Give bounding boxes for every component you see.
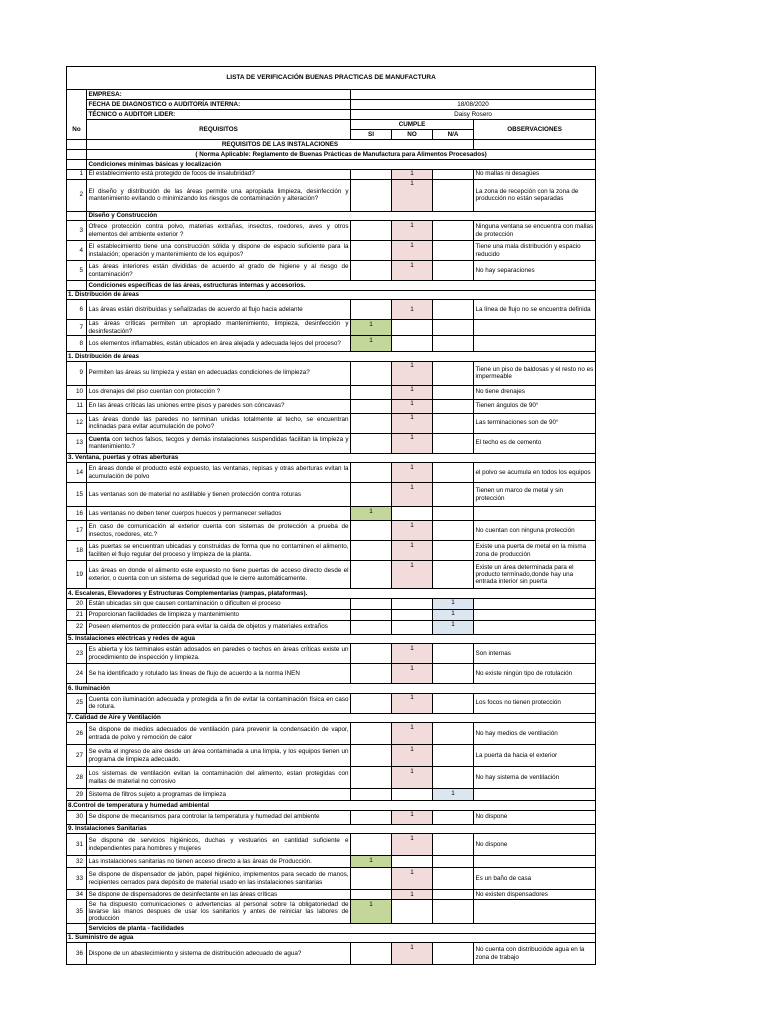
cumple-na-cell[interactable] [433, 943, 474, 965]
checklist-row [67, 413, 596, 433]
item-number: 3 [67, 221, 87, 241]
cumple-si-cell[interactable] [351, 561, 392, 589]
cumple-na-cell[interactable] [433, 169, 474, 179]
observacion-text[interactable]: Existe una puerta de metal en la misma zona de producción [474, 541, 596, 561]
cumple-si-cell[interactable] [351, 943, 392, 965]
item-number: 7 [67, 320, 87, 336]
fecha-value[interactable]: 18/08/2020 [351, 100, 596, 110]
checklist-row [67, 745, 596, 767]
cumple-si-cell[interactable] [351, 834, 392, 856]
item-number: 9 [67, 361, 87, 385]
checklist-row [67, 399, 596, 413]
cumple-na-cell[interactable]: 1 [433, 598, 474, 609]
cumple-si-cell[interactable] [351, 541, 392, 561]
cumple-no-cell[interactable]: 1 [392, 541, 433, 561]
cumple-si-cell[interactable] [351, 664, 392, 684]
item-number: 17 [67, 521, 87, 541]
checklist-row [67, 834, 596, 856]
cumple-no-cell[interactable]: 1 [392, 693, 433, 713]
cumple-na-cell[interactable] [433, 433, 474, 453]
checklist-row [67, 789, 596, 801]
cumple-no-cell[interactable]: 1 [392, 463, 433, 483]
observacion-text[interactable] [474, 609, 596, 620]
item-number: 33 [67, 868, 87, 890]
section-header-row [67, 453, 596, 463]
checklist-row [67, 900, 596, 924]
col-header-cumple: CUMPLE [351, 120, 474, 130]
section-header-row [67, 824, 596, 834]
checklist-row [67, 261, 596, 281]
cumple-no-cell[interactable] [392, 856, 433, 868]
cumple-no-cell[interactable]: 1 [392, 664, 433, 684]
observacion-text[interactable]: Las terminaciones son de 90° [474, 413, 596, 433]
cumple-no-cell[interactable]: 1 [392, 868, 433, 890]
section-header-row [67, 801, 596, 811]
cumple-na-cell[interactable] [433, 336, 474, 352]
observacion-text[interactable]: Ninguna ventana se encuentra con mallas de protección [474, 221, 596, 241]
cumple-no-cell[interactable]: 1 [392, 241, 433, 261]
requisito-text: Proporcionan facilidades de limpieza y mantenimiento [87, 609, 351, 620]
requisito-text: Las puertas se encuentran ubicadas y construidas de forma que no contaminen el alimento, faciliten el flujo regular del proceso y limpieza de la planta. [87, 541, 351, 561]
observacion-text[interactable]: No hay sistema de ventilación [474, 767, 596, 789]
cumple-si-cell[interactable]: 1 [351, 320, 392, 336]
item-number: 20 [67, 598, 87, 609]
item-number: 19 [67, 561, 87, 589]
item-number: 15 [67, 483, 87, 507]
section-label: 4. Escaleras, Elevadores y Estructuras Complementarias (rampas, plataformas). [67, 589, 596, 599]
item-number: 25 [67, 693, 87, 713]
cumple-no-cell[interactable]: 1 [392, 179, 433, 211]
checklist-row [67, 598, 596, 609]
cumple-na-cell[interactable] [433, 541, 474, 561]
observacion-text[interactable] [474, 900, 596, 924]
cumple-no-cell[interactable] [392, 609, 433, 620]
cumple-si-cell[interactable] [351, 300, 392, 320]
observacion-text[interactable]: Los focos no tienen protección [474, 693, 596, 713]
cumple-no-cell[interactable]: 1 [392, 483, 433, 507]
cumple-no-cell[interactable]: 1 [392, 261, 433, 281]
checklist-row [67, 521, 596, 541]
cumple-no-cell[interactable]: 1 [392, 834, 433, 856]
cumple-no-cell[interactable]: 1 [392, 745, 433, 767]
observacion-text[interactable] [474, 789, 596, 801]
observacion-text[interactable]: No cuenta con distribucióde agua en la zona de trabajo [474, 943, 596, 965]
requisito-text: Las áreas están distribuidas y señalizadas de acuerdo al flujo hacia adelante [87, 300, 351, 320]
cumple-no-cell[interactable]: 1 [392, 433, 433, 453]
section-title: REQUISITOS DE LAS INSTALACIONES [87, 140, 474, 150]
cumple-si-cell[interactable]: 1 [351, 856, 392, 868]
cumple-na-cell[interactable] [433, 810, 474, 824]
item-number: 21 [67, 609, 87, 620]
cumple-na-cell[interactable]: 1 [433, 789, 474, 801]
cumple-no-cell[interactable] [392, 620, 433, 634]
fecha-label: FECHA DE DIAGNOSTICO o AUDITORÍA INTERNA: [87, 100, 351, 110]
cumple-na-cell[interactable] [433, 745, 474, 767]
cumple-na-cell[interactable] [433, 834, 474, 856]
observacion-text[interactable] [474, 620, 596, 634]
cumple-na-cell[interactable] [433, 644, 474, 664]
cumple-si-cell[interactable] [351, 767, 392, 789]
requisito-text: Las áreas donde las paredes no terminan unidas totalmente al techo, se encuentran inclinadas para evitar acumulación de polvo? [87, 413, 351, 433]
cumple-si-cell[interactable] [351, 169, 392, 179]
requisito-text: Las áreas críticas permiten un apropiado mantenimiento, limpieza, desinfección y desinfestación? [88, 320, 349, 335]
cumple-si-cell[interactable] [351, 789, 392, 801]
requisito-text: Se ha identificado y rotulado las líneas de flujo de acuerdo a la norma INEN [87, 664, 351, 684]
observacion-text[interactable]: No dispone [474, 834, 596, 856]
requisito-text: Los elementos inflamables, están ubicados en área alejada y adecuada lejos del proceso? [87, 336, 351, 352]
item-number: 8 [67, 336, 87, 352]
checklist-row [67, 693, 596, 713]
cumple-na-cell[interactable] [433, 320, 474, 336]
cumple-no-cell[interactable] [392, 320, 433, 336]
item-number: 22 [67, 620, 87, 634]
section-header-row [67, 684, 596, 694]
cumple-no-cell[interactable]: 1 [392, 221, 433, 241]
cumple-na-cell[interactable] [433, 856, 474, 868]
checklist-row [67, 561, 596, 589]
section-label: Condiciones específicas de las áreas, estructuras internas y accesorios. [87, 281, 596, 291]
requisito-text: Se ha dispuesto comunicaciones o advertencias al personal sobre la obligatoriedad de lavarse las manos despues de usar los sanitarios y antes de reiniciar las labores de producción [88, 900, 349, 923]
checklist-row [67, 300, 596, 320]
section-label: 1. Distribución de áreas [67, 352, 596, 362]
checklist-row [67, 507, 596, 521]
col-header-si: SI [351, 130, 392, 140]
cumple-si-cell[interactable] [351, 385, 392, 399]
requisito-text: Las áreas interiores están divididas de acuerdo al grado de higiene y al riesgo de contaminación? [87, 261, 351, 281]
requisito-text: Cuenta con techos falsos, tecgos y demás instalaciones suspendidas facilitan la limpieza y mantenimiento.? [87, 433, 351, 453]
section-header-row [67, 160, 596, 170]
empresa-value[interactable] [351, 90, 596, 100]
cumple-si-cell[interactable]: 1 [351, 507, 392, 521]
item-number: 14 [67, 463, 87, 483]
section-header-row [67, 281, 596, 291]
observacion-text[interactable]: La puerta da hacia el exterior [474, 745, 596, 767]
requisito-text: Las instalaciones sanitarias no tienen acceso directo a las áreas de Producción. [87, 856, 351, 868]
cumple-si-cell[interactable] [351, 890, 392, 900]
requisito-text: Los sistemas de ventilación evitan la contaminación del alimento, estan protegidas con mallas de material no corrosivo [87, 767, 351, 789]
cumple-na-cell[interactable] [433, 890, 474, 900]
item-number: 36 [67, 943, 87, 965]
item-number: 13 [67, 433, 87, 453]
observacion-text[interactable]: No mallas ni desagües [474, 169, 596, 179]
checklist-row [67, 463, 596, 483]
requisito-text: El establecimiento tiene una construcción sólida y dispone de espacio suficiente para la instalación; operación y mantenimiento de los equipos? [87, 241, 351, 261]
checklist-row [67, 541, 596, 561]
cumple-no-cell[interactable]: 1 [392, 300, 433, 320]
item-number: 28 [67, 767, 87, 789]
cumple-no-cell[interactable]: 1 [392, 767, 433, 789]
cumple-si-cell[interactable] [351, 745, 392, 767]
cumple-si-cell[interactable] [351, 261, 392, 281]
observacion-text[interactable]: Tienen un marco de metal y sin protección [474, 483, 596, 507]
cumple-si-cell[interactable] [351, 609, 392, 620]
cumple-na-cell[interactable] [433, 561, 474, 589]
requisito-text: Se dispone de dispensador de jabón, papel higiénico, implementos para secado de manos, recipientes cerrados para depósito de material usado en las instalaciones sanitarias [87, 868, 351, 890]
item-number: 6 [67, 300, 87, 320]
checklist-row [67, 609, 596, 620]
section-header-row [67, 924, 596, 934]
requisito-text: Cuenta con iluminación adecuada y protegida a fin de evitar la contaminación física en caso de rotura. [87, 693, 351, 713]
cumple-no-cell[interactable] [392, 598, 433, 609]
item-number: 5 [67, 261, 87, 281]
observacion-text[interactable]: Tiene un piso de baldosas y el resto no es impermeable [474, 361, 596, 385]
checklist-row [67, 890, 596, 900]
cumple-si-cell[interactable] [351, 221, 392, 241]
cumple-na-cell[interactable] [433, 463, 474, 483]
item-number: 32 [67, 856, 87, 868]
checklist-row [67, 644, 596, 664]
requisito-text: En caso de comunicación al exterior cuenta con sistemas de protección a prueba de insectos, roedores, etc.? [87, 521, 351, 541]
cumple-si-cell[interactable] [351, 598, 392, 609]
cumple-si-cell[interactable]: 1 [351, 900, 392, 924]
cumple-no-cell[interactable] [392, 336, 433, 352]
requisito-text: El establecimiento está protegido de focos de insalubridad? [87, 169, 351, 179]
observacion-text[interactable]: Es un baño de casa [474, 868, 596, 890]
requisito-text: Dispone de un abastecimiento y sistema de distribución adecuado de agua? [87, 943, 351, 965]
cumple-si-cell[interactable] [351, 644, 392, 664]
section-header-row [67, 713, 596, 723]
observacion-text[interactable]: El techo es de cemento [474, 433, 596, 453]
section-label: 3. Ventana, puertas y otras aberturas [67, 453, 596, 463]
cumple-na-cell[interactable]: 1 [433, 609, 474, 620]
requisito-text: Las áreas en donde el alimento este expuesto no tiene puertas de acceso directo desde el exterior, o cuenta con un sistema de seguridad que le cierre automáticamente. [87, 561, 351, 589]
checklist-row [67, 483, 596, 507]
cumple-na-cell[interactable] [433, 221, 474, 241]
checklist-row [67, 433, 596, 453]
checklist-row [67, 767, 596, 789]
cumple-no-cell[interactable]: 1 [392, 644, 433, 664]
cumple-si-cell[interactable] [351, 868, 392, 890]
requisito-text: Es abierta y los terminales están adosados en paredes o techos en áreas críticas existe un procedimiento de inspección y limpieza. [87, 644, 351, 664]
item-number: 29 [67, 789, 87, 801]
cumple-si-cell[interactable] [351, 413, 392, 433]
item-number: 34 [67, 890, 87, 900]
cumple-na-cell[interactable] [433, 483, 474, 507]
cumple-no-cell[interactable]: 1 [392, 399, 433, 413]
observacion-text[interactable]: Existe un área determinada para el producto terminado,donde hay una entrada interior sin puerta [474, 561, 596, 589]
cumple-si-cell[interactable] [351, 433, 392, 453]
checklist-row [67, 664, 596, 684]
observacion-text[interactable]: La zona de recepción con la zona de producción no están separadas [474, 179, 596, 211]
cumple-no-cell[interactable]: 1 [392, 361, 433, 385]
item-number: 30 [67, 810, 87, 824]
cumple-si-cell[interactable]: 1 [351, 336, 392, 352]
cumple-no-cell[interactable]: 1 [392, 169, 433, 179]
cumple-na-cell[interactable] [433, 767, 474, 789]
cumple-no-cell[interactable]: 1 [392, 810, 433, 824]
requisito-text: Se dispone de servicios higiénicos, duchas y vestuarios en cantidad suficiente e independientes para hombres y mujeres [87, 834, 351, 856]
checklist-row [67, 620, 596, 634]
cumple-si-cell[interactable] [351, 463, 392, 483]
cumple-na-cell[interactable] [433, 413, 474, 433]
item-number: 24 [67, 664, 87, 684]
cumple-na-cell[interactable] [433, 300, 474, 320]
observacion-text[interactable] [474, 336, 596, 352]
checklist-row [67, 856, 596, 868]
requisito-text: Se dispone de dispensadores de desinfectante en las áreas críticas [87, 890, 351, 900]
section-label: Diseño y Construcción [87, 211, 596, 221]
section-header-row [67, 933, 596, 943]
observacion-text[interactable]: No existe ningún tipo de rotulación [474, 664, 596, 684]
cumple-na-cell[interactable] [433, 385, 474, 399]
cumple-na-cell[interactable] [433, 399, 474, 413]
section-label: 6. Iluminación [67, 684, 596, 694]
requisito-text: Poseen elementos de protección para evitar la caída de objetos y materiales extraños [87, 620, 351, 634]
section-label: 9. Instalaciones Sanitarias [67, 824, 596, 834]
cumple-no-cell[interactable] [392, 900, 433, 924]
cumple-si-cell[interactable] [351, 179, 392, 211]
requisito-text: Permiten las áreas su limpieza y estan en adecuadas condiciones de limpieza? [87, 361, 351, 385]
cumple-na-cell[interactable] [433, 261, 474, 281]
observacion-text[interactable]: Tiene una mala distribución y espacio reducido [474, 241, 596, 261]
checklist-row [67, 221, 596, 241]
tecnico-value[interactable]: Daisy Rosero [351, 110, 596, 120]
observacion-text[interactable]: No existen dispensadores [474, 890, 596, 900]
observacion-text[interactable]: No hay separaciones [474, 261, 596, 281]
cumple-no-cell[interactable]: 1 [392, 561, 433, 589]
cumple-no-cell[interactable]: 1 [392, 521, 433, 541]
item-number: 27 [67, 745, 87, 767]
col-header-no-cumple: NO [392, 130, 433, 140]
item-number: 26 [67, 723, 87, 745]
section-label: 7. Calidad de Aire y Ventilación [67, 713, 596, 723]
cumple-si-cell[interactable] [351, 810, 392, 824]
item-number: 4 [67, 241, 87, 261]
observacion-text[interactable]: No hay medios de ventilación [474, 723, 596, 745]
cumple-na-cell[interactable] [433, 900, 474, 924]
requisito-text: Están ubicadas sin que causen contaminación o dificulten el proceso [87, 598, 351, 609]
cumple-na-cell[interactable] [433, 241, 474, 261]
cumple-si-cell[interactable] [351, 693, 392, 713]
cumple-na-cell[interactable] [433, 361, 474, 385]
item-number: 18 [67, 541, 87, 561]
cumple-no-cell[interactable]: 1 [392, 890, 433, 900]
section-label: Servicios de planta - facilidades [87, 924, 596, 934]
item-number: 11 [67, 399, 87, 413]
cumple-si-cell[interactable] [351, 483, 392, 507]
item-number: 16 [67, 507, 87, 521]
requisito-text: Se dispone de mecanismos para controlar la temperatura y humedad del ambiente [87, 810, 351, 824]
cumple-no-cell[interactable]: 1 [392, 413, 433, 433]
observacion-text[interactable]: La línea de flujo no se encuentra definida [474, 300, 596, 320]
cumple-na-cell[interactable] [433, 507, 474, 521]
section-header-row [67, 589, 596, 599]
section-label: 8.Control de temperatura y humedad ambiental [67, 801, 596, 811]
observacion-text[interactable]: el polvo se acumula en todos los equipos [474, 463, 596, 483]
requisito-text: El diseño y distribución de las áreas permite una apropiada limpieza, desinfección y mantenimiento evitando o minimizando los riesgos de contaminación y alteración? [87, 179, 351, 211]
cumple-si-cell[interactable] [351, 620, 392, 634]
section-label: 5. Instalaciones eléctricas y redes de agua [67, 634, 596, 644]
norma-aplicable: ( Norma Aplicable: Reglamento de Buenas Prácticas de Manufactura para Alimentos Procesados) [87, 150, 596, 160]
checklist-row [67, 336, 596, 352]
item-number: 1 [67, 169, 87, 179]
cumple-na-cell[interactable] [433, 521, 474, 541]
cumple-si-cell[interactable] [351, 361, 392, 385]
requisito-text: Los drenajes del piso cuentan con protección ? [87, 385, 351, 399]
cumple-na-cell[interactable] [433, 693, 474, 713]
requisito-text: En las áreas críticas las uniones entre pisos y paredes son cóncavas? [87, 399, 351, 413]
cumple-no-cell[interactable]: 1 [392, 385, 433, 399]
checklist-row [67, 179, 596, 211]
col-header-observaciones: OBSERVACIONES [474, 120, 596, 140]
checklist-row [67, 361, 596, 385]
checklist-row [67, 169, 596, 179]
requisito-text: Sistema de filtros sujeto a programas de limpieza [87, 789, 351, 801]
cumple-si-cell[interactable] [351, 399, 392, 413]
observacion-text[interactable]: No tiene drenajes [474, 385, 596, 399]
checklist-row [67, 723, 596, 745]
checklist-sheet [66, 66, 595, 965]
checklist-row [67, 868, 596, 890]
observacion-text[interactable]: Tienen ángulos de 90° [474, 399, 596, 413]
requisito-text: Se evita el ingreso de aire desde un área contaminada a una limpia, y los equipos tienen un programa de limpieza adecuado. [87, 745, 351, 767]
checklist-row [67, 241, 596, 261]
checklist-row [67, 810, 596, 824]
checklist-table [66, 66, 596, 965]
empresa-label: EMPRESA: [87, 90, 351, 100]
cumple-na-cell[interactable] [433, 723, 474, 745]
item-number: 10 [67, 385, 87, 399]
observacion-text[interactable]: No dispone [474, 810, 596, 824]
section-header-row [67, 211, 596, 221]
cumple-no-cell[interactable] [392, 507, 433, 521]
col-header-no: No [67, 120, 87, 140]
requisito-text: Las ventanas son de material no astillable y tienen protección contra roturas [87, 483, 351, 507]
item-number: 12 [67, 413, 87, 433]
cumple-na-cell[interactable] [433, 664, 474, 684]
cumple-si-cell[interactable] [351, 723, 392, 745]
section-header-row [67, 634, 596, 644]
observacion-text[interactable] [474, 320, 596, 336]
section-label: 1. Suministro de agua [67, 933, 596, 943]
cumple-na-cell[interactable] [433, 179, 474, 211]
requisito-text: Ofrece protección contra polvo, materias extrañas, insectos, roedores, aves y otros elementos del ambiente exterior ? [87, 221, 351, 241]
cumple-no-cell[interactable]: 1 [392, 943, 433, 965]
cumple-na-cell[interactable] [433, 868, 474, 890]
section-label: 1. Distribución de áreas [67, 290, 596, 300]
item-number: 2 [67, 179, 87, 211]
section-header-row [67, 352, 596, 362]
tecnico-label: TÉCNICO o AUDITOR LIDER: [87, 110, 351, 120]
observacion-text[interactable] [474, 856, 596, 868]
cumple-si-cell[interactable] [351, 521, 392, 541]
checklist-row [67, 385, 596, 399]
requisito-text: Se dispone de medios adecuados de ventilación para prevenir la condensación de vapor, entrada de polvo y remoción de calor [87, 723, 351, 745]
checklist-row [67, 943, 596, 965]
requisito-text: Las ventanas no deben tener cuerpos huecos y permanecer sellados [87, 507, 351, 521]
observacion-text[interactable]: No cuentan con ninguna protección [474, 521, 596, 541]
observacion-text[interactable] [474, 507, 596, 521]
item-number: 23 [67, 644, 87, 664]
checklist-row [67, 320, 596, 336]
item-number: 31 [67, 834, 87, 856]
observacion-text[interactable] [474, 598, 596, 609]
document-title: LISTA DE VERIFICACIÓN BUENAS PRACTICAS DE MANUFACTURA [67, 67, 596, 90]
section-label: Condiciones mínimas básicas y localización [87, 160, 596, 170]
requisito-text: En áreas donde el producto esté expuesto, las ventanas, repisas y otras aberturas evitan la acumulación de polvo [87, 463, 351, 483]
cumple-na-cell[interactable]: 1 [433, 620, 474, 634]
col-header-requisitos: REQUISITOS [87, 120, 351, 140]
col-header-na: N/A [433, 130, 474, 140]
section-header-row [67, 290, 596, 300]
cumple-no-cell[interactable]: 1 [392, 723, 433, 745]
item-number: 35 [67, 900, 87, 924]
cumple-no-cell[interactable] [392, 789, 433, 801]
cumple-si-cell[interactable] [351, 241, 392, 261]
observacion-text[interactable]: Son internas [474, 644, 596, 664]
